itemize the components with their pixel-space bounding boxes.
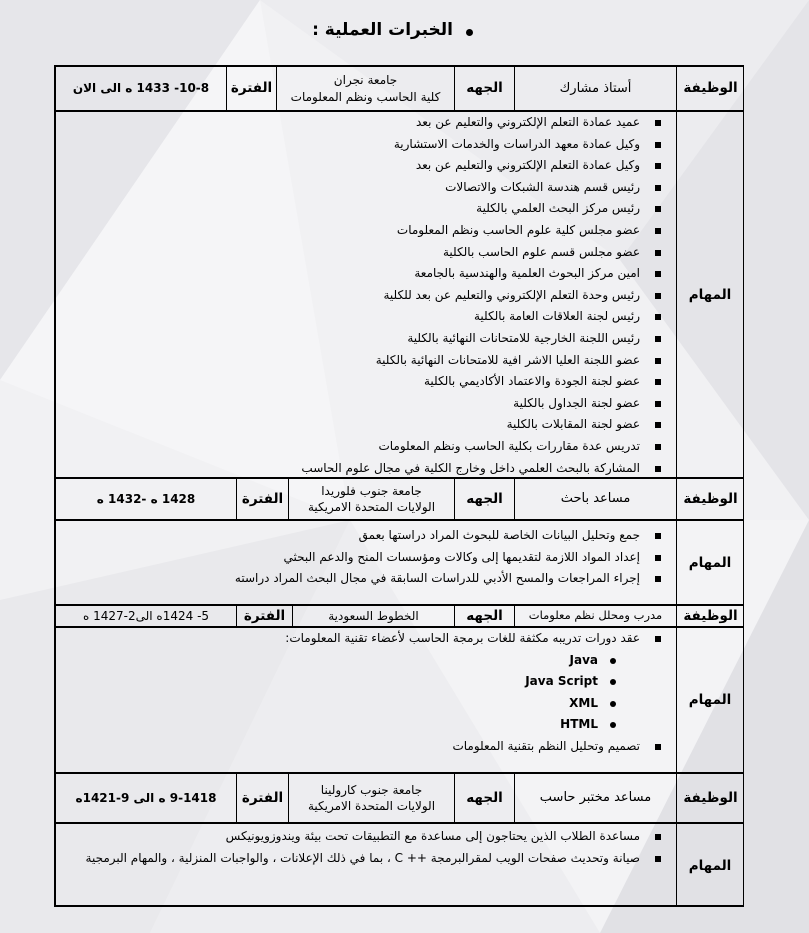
job-label: الوظيفة (676, 774, 744, 822)
job-label: الوظيفة (676, 67, 744, 110)
list-item: وكيل عمادة التعلم الإلكتروني والتعليم عن بعد (56, 155, 670, 177)
tasks-list-container (56, 521, 677, 604)
job-row-4 (56, 774, 743, 824)
languages-list (56, 650, 670, 736)
job-title: أستاذ مشارك (514, 67, 676, 110)
tasks-list-container (56, 824, 677, 907)
list-item: عضو مجلس قسم علوم الحاسب بالكلية (56, 242, 670, 264)
tasks-list (56, 628, 670, 650)
entity-value (276, 67, 454, 110)
period-value: 1428 ه -1432 ه (96, 491, 196, 506)
tasks-row-1 (56, 112, 743, 479)
period-label: الفترة (226, 67, 276, 110)
tasks-row-2 (56, 521, 743, 606)
list-item: تصميم وتحليل النظم بتقنية المعلومات (56, 736, 670, 758)
list-item: Java Script (56, 671, 670, 693)
list-item: Java (56, 650, 670, 672)
list-item: تدريس عدة مقاررات بكلية الحاسب ونظم المعلومات (56, 436, 670, 458)
entity-line: جامعة جنوب كارولينا (320, 782, 423, 797)
entity-label: الجهه (454, 67, 514, 110)
tasks-label: المهام (688, 554, 732, 571)
job-label: الوظيفة (676, 606, 744, 626)
entity-value: الخطوط السعودية (292, 606, 454, 626)
section-heading (0, 18, 809, 48)
list-item: عضو لجنة المقابلات بالكلية (56, 414, 670, 436)
job-row-3 (56, 606, 743, 628)
period-value: 5- 1424ه الى2-1427 ه (82, 608, 210, 623)
entity-line: الولايات المتحدة الامريكية (307, 799, 436, 813)
job-row-1 (56, 67, 743, 112)
tasks-list (56, 736, 670, 758)
list-item: XML (56, 693, 670, 715)
list-item: عميد عمادة التعلم الإلكتروني والتعليم عن بعد (56, 112, 670, 134)
list-item: إجراء المراجعات والمسح الأدبي للدراسات السابقة في مجال البحث المراد دراسته (56, 568, 670, 590)
list-item: عضو لجنة الجداول بالكلية (56, 393, 670, 415)
period-label: الفترة (236, 606, 292, 626)
tasks-label: المهام (688, 692, 732, 708)
entity-line: جامعة جنوب فلوريدا (321, 483, 422, 498)
heading-title: الخبرات العملية : (312, 20, 453, 40)
list-item: رئيس قسم هندسة الشبكات والاتصالات (56, 177, 670, 199)
entity-line: كلية الحاسب ونظم المعلومات (290, 89, 441, 104)
job-title: مدرب ومحلل نظم معلومات (514, 606, 676, 626)
tasks-label: المهام (688, 286, 732, 303)
period-value: 9-1418 ه الى 9-1421ه (75, 790, 217, 805)
heading-bullet-icon (466, 29, 473, 36)
job-label: الوظيفة (676, 479, 744, 519)
entity-value (288, 479, 454, 519)
entity-line: جامعة نجران (333, 73, 398, 88)
job-row-2 (56, 479, 743, 521)
period-label: الفترة (236, 479, 288, 519)
job-title: مساعد مختبر حاسب (514, 774, 676, 822)
list-item: عضو اللجنة العليا الاشر افية للامتحانات النهائية بالكلية (56, 350, 670, 372)
tasks-row-3 (56, 628, 743, 774)
tasks-list (56, 826, 670, 869)
tasks-list (56, 112, 670, 479)
list-item: المشاركة بالبحث العلمي داخل وخارج الكلية في مجال علوم الحاسب (56, 458, 670, 480)
tasks-list (56, 525, 670, 590)
entity-value (288, 774, 454, 822)
tasks-row-4 (56, 824, 743, 907)
experience-table (54, 65, 744, 907)
entity-label: الجهه (454, 606, 514, 626)
period-label: الفترة (236, 774, 288, 822)
list-item: إعداد المواد اللازمة لتقديمها إلى وكالات ومؤسسات المنح والدعم البحثي (56, 547, 670, 569)
list-item: رئيس مركز البحث العلمي بالكلية (56, 198, 670, 220)
list-item: امين مركز البحوث العلمية والهندسية بالجامعة (56, 263, 670, 285)
list-item: عضو مجلس كلية علوم الحاسب ونظم المعلومات (56, 220, 670, 242)
list-item: عضو لجنة الجودة والاعتماد الأكاديمي بالكلية (56, 371, 670, 393)
list-item: رئيس اللجنة الخارجية للامتحانات النهائية بالكلية (56, 328, 670, 350)
entity-line: الولايات المتحدة الامريكية (307, 500, 436, 514)
list-item: جمع وتحليل البيانات الخاصة للبحوث المراد دراستها بعمق (56, 525, 670, 547)
tasks-label: المهام (688, 857, 732, 874)
entity-label: الجهه (454, 774, 514, 822)
period-value: 10-8- 1433 ه الى الان (72, 81, 210, 96)
entity-label: الجهه (454, 479, 514, 519)
list-item: رئيس وحدة التعلم الإلكتروني والتعليم عن بعد للكلية (56, 285, 670, 307)
tasks-list-container (56, 112, 677, 477)
tasks-list-container (56, 628, 677, 772)
list-item: HTML (56, 714, 670, 736)
list-item: صيانة وتحديث صفحات الويب لمقرالبرمجة ++ C ، بما في ذلك الإعلانات ، والواجبات المنزلية ، والمهام البرمجية (56, 848, 670, 869)
list-item: عقد دورات تدريبه مكثفة للغات برمجة الحاسب لأعضاء تقنية المعلومات: (56, 628, 670, 650)
job-title: مساعد باحث (514, 479, 676, 519)
list-item: مساعدة الطلاب الذين يحتاجون إلى مساعدة مع التطبيقات تحت بيئة ويندوزويونيكس (56, 826, 670, 848)
list-item: وكيل عمادة معهد الدراسات والخدمات الاستشارية (56, 134, 670, 156)
list-item: رئيس لجنة العلاقات العامة بالكلية (56, 306, 670, 328)
